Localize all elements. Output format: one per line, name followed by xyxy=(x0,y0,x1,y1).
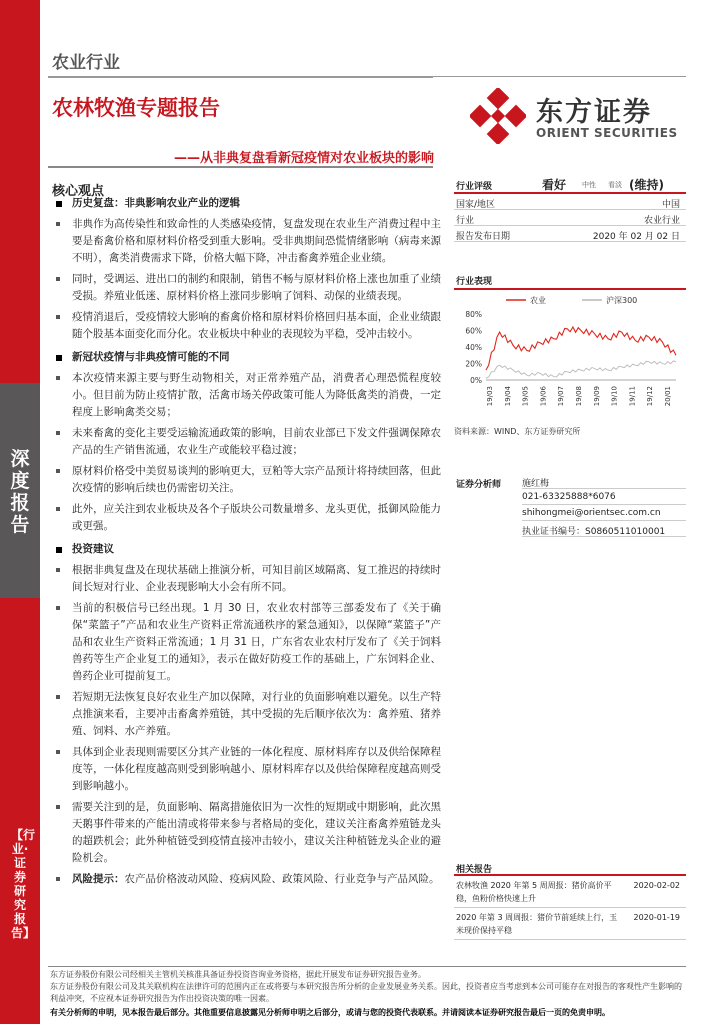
disclaimer-line: 东方证券股份有限公司经相关主管机关核准具备证券投资咨询业务资格，据此开展发布证券研究报告业务。 xyxy=(50,970,426,979)
related-report-title: 2020 年第 3 周周报：猪价节前延续上行，玉米现价保持平稳 xyxy=(456,913,618,935)
core-point xyxy=(56,871,441,888)
core-point: 具体到企业表现则需要区分其产业链的一体化程度、原材料库存以及供给保障程度等，一体化程度越高则受到影响越小、原材料库存以及供给保障程度越高则受到影响越小。 xyxy=(56,744,441,795)
y-tick-label: 80% xyxy=(465,310,482,319)
related-report-item[interactable] xyxy=(454,908,686,940)
related-heading xyxy=(454,860,686,876)
report-subtitle: ——从非典复盘看新冠疫情对农业板块的影响 xyxy=(173,151,434,166)
related-report-date: 2020-02-02 xyxy=(633,881,680,890)
related-report-title: 农林牧渔 2020 年第 5 周周报：猪价高价平稳，鱼粉价格快速上升 xyxy=(456,881,612,903)
analyst-line xyxy=(522,506,686,521)
legend-label: 农业 xyxy=(530,296,546,305)
risk-text: 农产品价格波动风险、疫病风险、政策风险、行业竞争与产品风险。 xyxy=(124,873,440,885)
side-label-industry-report: 【行业·证券研究报告】 xyxy=(11,828,36,940)
x-tick-label: 19/11 xyxy=(628,386,637,407)
rating-good: 看好 xyxy=(542,178,567,192)
divider xyxy=(48,76,433,78)
disclaimer-footer xyxy=(50,969,686,1019)
x-tick-label: 20/01 xyxy=(664,386,672,407)
orient-securities-logo xyxy=(470,86,680,146)
x-tick-label: 19/06 xyxy=(539,386,548,407)
rating-neutral: 中性 xyxy=(582,181,596,189)
logo-mark-icon xyxy=(470,88,526,144)
info-value: 农业行业 xyxy=(643,216,680,226)
rating-keep: (维持) xyxy=(629,178,664,192)
logo-text-en: ORIENT SECURITIES xyxy=(536,126,678,140)
core-point: 原材料价格受中美贸易谈判的影响更大，豆粕等大宗产品预计将持续回落，但此次疫情的影响后续也仍需密切关注。 xyxy=(56,463,441,497)
x-tick-label: 19/03 xyxy=(486,386,494,407)
disclaimer-line: 东方证券股份有限公司及其关联机构在法律许可的范围内正在或将要与本研究报告所分析的企业发展业务关系。因此，投资者应当考虑到本公司可能存在对报告的客观性产生影响的利益冲突，不应视本证券研究报告为作出投资决策的唯一因素。 xyxy=(50,982,682,1003)
info-value: 2020 年 02 月 02 日 xyxy=(592,232,680,242)
related-heading-text: 相关报告 xyxy=(456,865,493,875)
analyst-line xyxy=(522,490,686,505)
analyst-line xyxy=(522,522,686,537)
x-tick-label: 19/12 xyxy=(646,386,655,407)
core-point: 非典作为高传染性和致命性的人类感染疫情，复盘发现在农业生产消费过程中主要是畜禽价格和原材料价格受到重大影响。受非典期间恐慌情绪影响（病毒来源不明），禽类消费需求下降，价格大幅下降，冲击畜禽养殖企业业绩。 xyxy=(56,216,441,267)
performance-heading-text: 行业表现 xyxy=(456,277,493,287)
rating-label: 行业评级 xyxy=(456,182,493,192)
analyst-license: 执业证书编号：S0860511010001 xyxy=(522,527,666,537)
legend-label: 沪深300 xyxy=(606,296,638,305)
core-point: 此外，应关注到农业板块及各个子版块公司数量增多、龙头更优，抵御风险能力或更强。 xyxy=(56,501,441,535)
analyst-phone: 021-63325888*6076 xyxy=(522,492,616,502)
core-views-list xyxy=(56,195,441,888)
x-tick-label: 19/09 xyxy=(592,386,601,407)
side-label-deep-report: 深度报告 xyxy=(10,448,30,536)
side-band xyxy=(0,0,40,1024)
industry-heading: 农业行业 xyxy=(52,53,120,73)
divider xyxy=(433,76,686,77)
core-point: 疫情消退后，受疫情较大影响的畜禽价格和原材料价格回归基本面，企业业绩跟随个股基本面变化而分化。农业板块中种业的表现较为平稳，受冲击较小。 xyxy=(56,309,441,343)
analyst-name: 施红梅 xyxy=(522,479,550,489)
logo-text-cn: 东方证券 xyxy=(536,97,652,128)
rating-panel xyxy=(454,176,686,242)
core-point: 未来畜禽的变化主要受运输流通政策的影响，目前农业部已下发文件强调保障农产品的生产销售流通，农业生产或能较平稳过渡； xyxy=(56,425,441,459)
related-report-date: 2020-01-19 xyxy=(633,913,680,922)
y-tick-label: 20% xyxy=(465,359,482,369)
x-tick-label: 19/04 xyxy=(503,386,512,407)
core-point: 本次疫情来源主要与野生动物相关，对正常养殖产品，消费者心理恐慌程度较小。但目前为防止疫情扩散，活禽市场关停政策可能人为降低禽类的消费，一定程度上影响禽类交易； xyxy=(56,370,441,421)
info-value: 中国 xyxy=(661,200,680,210)
divider xyxy=(48,166,433,168)
core-point: 当前的积极信号已经出现。1 月 30 日，农业农村部等三部委发布了《关于确保“菜篮子”产品和农业生产资料正常流通秩序的紧急通知》，以保障“菜篮子”产品和农业生产资料正常流通；1 月 31 日，广东省农业农村厅发布了《关于饲料兽药等生产企业复工的通知》，表示在做好防疫工作的基础上，广东饲料企业、兽药企业可提前复工。 xyxy=(56,600,441,685)
x-tick-label: 19/10 xyxy=(610,386,619,407)
info-row xyxy=(454,226,686,242)
core-point: 同时，受调运、进出口的制约和限制，销售不畅与原材料价格上涨也加重了业绩受损。养殖业低迷、原材料价格上涨同步影响了饲料、动保的业绩表现。 xyxy=(56,271,441,305)
info-row xyxy=(454,210,686,226)
info-key: 国家/地区 xyxy=(456,200,496,210)
y-tick-label: 60% xyxy=(465,326,482,336)
series-line-hs300 xyxy=(486,361,676,378)
disclaimer-line: 有关分析师的申明，见本报告最后部分。其他重要信息披露见分析师申明之后部分，或请与您的投资代表联系。并请阅读本证券研究报告最后一页的免责申明。 xyxy=(50,1008,610,1017)
section-heading: 新冠状疫情与非典疫情可能的不同 xyxy=(56,349,441,366)
analyst-email[interactable]: shihongmei@orientsec.com.cn xyxy=(522,508,661,518)
industry-performance-chart xyxy=(454,292,686,412)
section-heading: 历史复盘：非典影响农业产业的逻辑 xyxy=(56,195,441,212)
chart-source: 资料来源：WIND、东方证券研究所 xyxy=(454,427,581,436)
y-tick-label: 0% xyxy=(470,376,482,385)
report-title: 农林牧渔专题报告 xyxy=(52,96,220,120)
core-point: 根据非典复盘及在现状基础上推演分析，可知目前区域隔离、复工推迟的持续时间长短对行业、企业表现影响大小会有所不同。 xyxy=(56,562,441,596)
info-key: 报告发布日期 xyxy=(456,232,511,242)
core-point: 若短期无法恢复良好农业生产加以保障，对行业的负面影响难以避免。以生产特点推演来看，主要冲击畜禽养殖链，其中受损的先后顺序依次为：禽养殖、猪养殖、饲料、水产养殖。 xyxy=(56,689,441,740)
section-heading: 投资建议 xyxy=(56,541,441,558)
divider xyxy=(48,966,686,967)
series-line-agriculture xyxy=(486,327,676,370)
info-key: 行业 xyxy=(456,216,475,226)
rating-row xyxy=(454,176,686,194)
x-tick-label: 19/08 xyxy=(575,386,583,407)
analyst-role: 证券分析师 xyxy=(456,480,502,490)
related-report-item[interactable] xyxy=(454,876,686,908)
analyst-line xyxy=(522,474,686,489)
info-row xyxy=(454,194,686,210)
performance-heading xyxy=(454,272,686,290)
related-reports xyxy=(454,860,686,940)
x-tick-label: 19/05 xyxy=(521,386,530,407)
rating-bearish: 看淡 xyxy=(608,181,622,189)
x-tick-label: 19/07 xyxy=(557,386,566,407)
y-tick-label: 40% xyxy=(465,343,482,352)
core-views-heading: 核心观点 xyxy=(52,184,105,199)
risk-label: 风险提示： xyxy=(72,873,125,885)
core-point: 需要关注到的是，负面影响、隔离措施依旧为一次性的短期或中期影响，此次黑天鹅事件带来的产能出清或将带来参与者格局的变化，建议关注畜禽养殖链龙头的超跌机会；此外种植链受到疫情直接冲击较小，建议关注种植链龙头企业的避险机会。 xyxy=(56,799,441,867)
